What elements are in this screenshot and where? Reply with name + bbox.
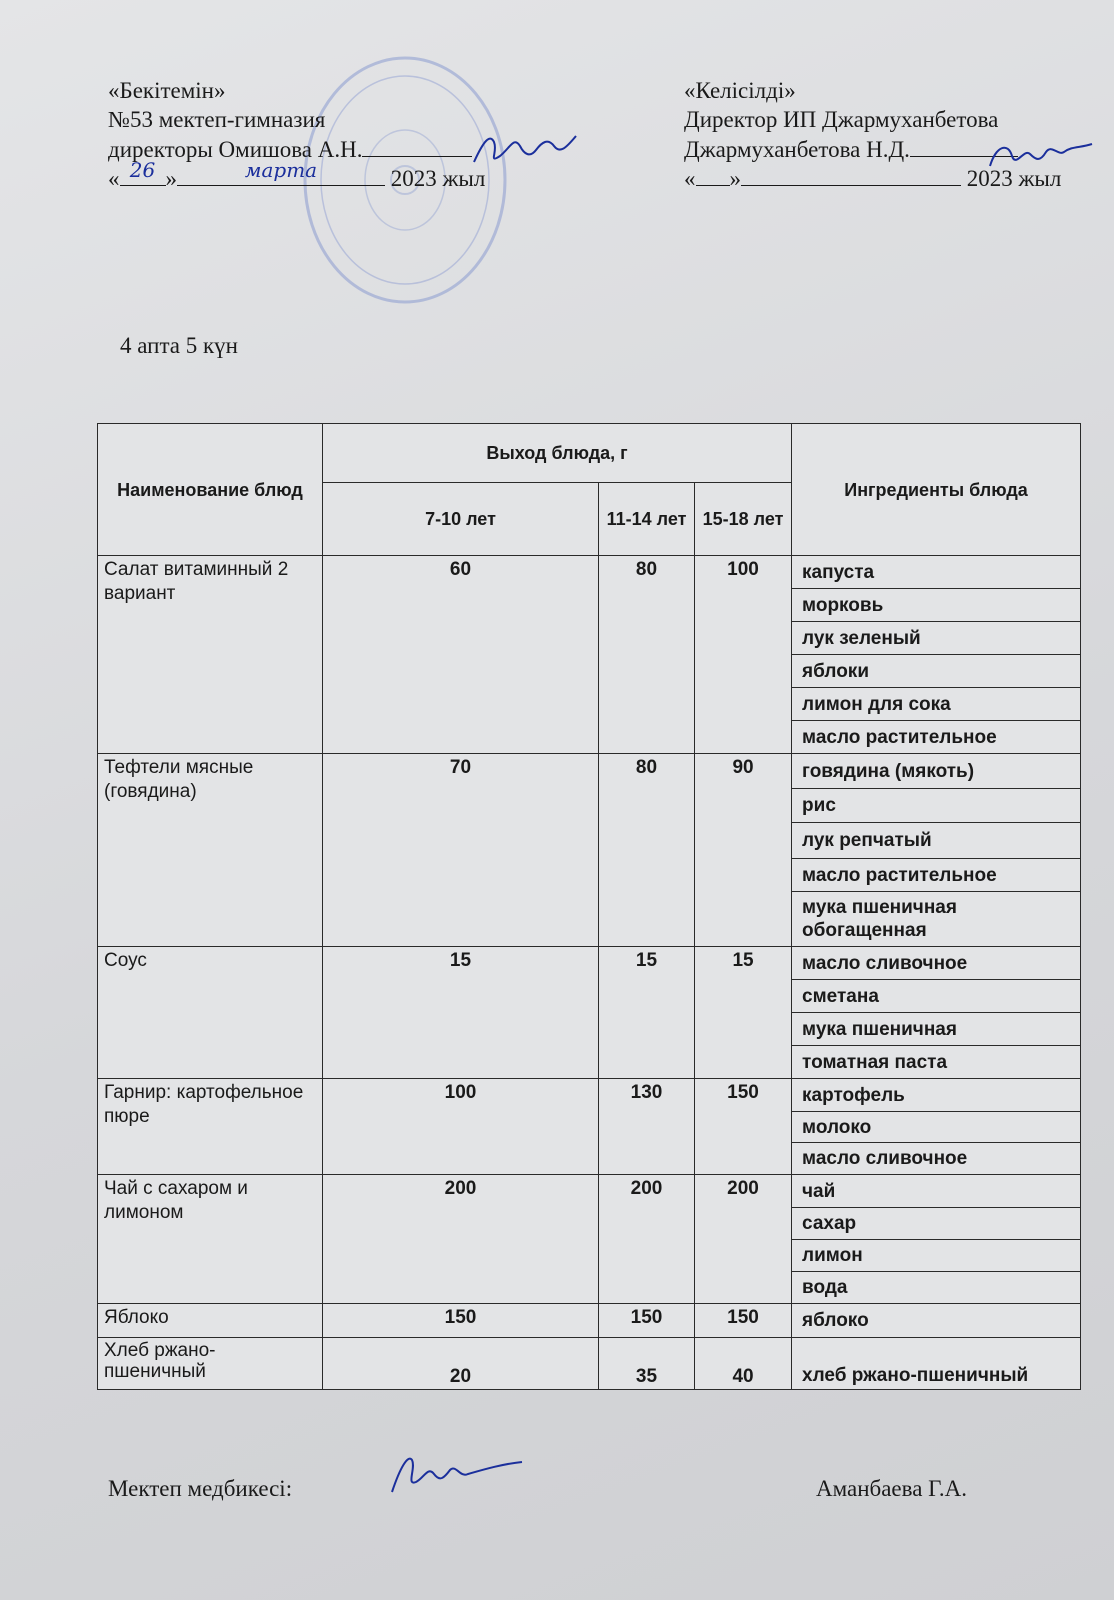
- ingredient: сметана: [792, 980, 1081, 1013]
- value-7-10: 70: [323, 754, 599, 947]
- table-row: [98, 754, 1081, 789]
- ingredient: лимон: [792, 1240, 1081, 1272]
- approval-block-right: [684, 76, 1061, 192]
- value-7-10: 15: [323, 947, 599, 1079]
- approval-block-left: [108, 76, 485, 192]
- value-7-10: 20: [323, 1338, 599, 1390]
- value-15-18: 200: [695, 1175, 792, 1304]
- ingredient: хлеб ржано-пшеничный: [792, 1338, 1081, 1390]
- header-age-7-10: 7-10 лет: [323, 483, 599, 556]
- value-11-14: 80: [599, 556, 695, 754]
- dish-name: Яблоко: [98, 1304, 323, 1338]
- menu-table: [97, 423, 1081, 1390]
- ingredient: лук зеленый: [792, 622, 1081, 655]
- ingredient: лук репчатый: [792, 823, 1081, 859]
- header-age-15-18: 15-18 лет: [695, 483, 792, 556]
- table-row: [98, 1338, 1081, 1390]
- header-age-11-14: 11-14 лет: [599, 483, 695, 556]
- ingredient: вода: [792, 1272, 1081, 1304]
- agreed-title: «Келісілді»: [684, 78, 796, 103]
- value-7-10: 60: [323, 556, 599, 754]
- ingredient: яблоки: [792, 655, 1081, 688]
- approval-date: [108, 158, 486, 192]
- director-signature: [470, 128, 580, 170]
- agreed-signature: [986, 138, 1096, 174]
- value-11-14: 130: [599, 1079, 695, 1175]
- table-row: [98, 556, 1081, 589]
- date-quote-open: «: [108, 166, 120, 191]
- dish-name: Тефтели мясные (говядина): [98, 754, 323, 947]
- header-ingredients: Ингредиенты блюда: [792, 424, 1081, 556]
- value-15-18: 150: [695, 1304, 792, 1338]
- ingredient: говядина (мякоть): [792, 754, 1081, 789]
- ingredient: молоко: [792, 1112, 1081, 1143]
- ingredient: мука пшеничная обогащенная: [792, 892, 1081, 947]
- ingredient: томатная паста: [792, 1046, 1081, 1079]
- value-7-10: 150: [323, 1304, 599, 1338]
- nurse-label: Мектеп медбикесі:: [108, 1476, 293, 1501]
- value-15-18: 90: [695, 754, 792, 947]
- value-11-14: 35: [599, 1338, 695, 1390]
- dish-name: Соус: [98, 947, 323, 1079]
- value-7-10: 200: [323, 1175, 599, 1304]
- table-row: [98, 1304, 1081, 1338]
- signature-line: [362, 134, 472, 157]
- school-name: №53 мектеп-гимназия: [108, 107, 326, 132]
- ingredient: масло сливочное: [792, 947, 1081, 980]
- nurse-name: Аманбаева Г.А.: [816, 1476, 967, 1501]
- value-15-18: 150: [695, 1079, 792, 1175]
- agreed-org: Директор ИП Джармуханбетова: [684, 107, 999, 132]
- agreed-date-quote-close: »: [729, 166, 741, 191]
- ingredient: масло растительное: [792, 721, 1081, 754]
- ingredient: чай: [792, 1175, 1081, 1208]
- value-11-14: 15: [599, 947, 695, 1079]
- table-row: [98, 1175, 1081, 1208]
- dish-name: Салат витаминный 2 вариант: [98, 556, 323, 754]
- header-dish-name: Наименование блюд: [98, 424, 323, 556]
- ingredient: капуста: [792, 556, 1081, 589]
- table-header-row: [98, 424, 1081, 483]
- agreed-day-field: [696, 163, 730, 186]
- dish-name: Гарнир: картофельное пюре: [98, 1079, 323, 1175]
- value-11-14: 150: [599, 1304, 695, 1338]
- value-11-14: 200: [599, 1175, 695, 1304]
- value-15-18: 15: [695, 947, 792, 1079]
- table-row: [98, 1079, 1081, 1112]
- agreed-month-field: [741, 163, 961, 186]
- date-day: 26: [129, 158, 156, 182]
- ingredient: картофель: [792, 1079, 1081, 1112]
- ingredient: лимон для сока: [792, 688, 1081, 721]
- nurse-signature: [386, 1448, 526, 1498]
- ingredient: рис: [792, 789, 1081, 823]
- date-year: 2023 жыл: [390, 166, 486, 191]
- ingredient: яблоко: [792, 1304, 1081, 1338]
- value-11-14: 80: [599, 754, 695, 947]
- dish-name: Чай с сахаром и лимоном: [98, 1175, 323, 1304]
- dish-name: Хлеб ржано-пшеничный: [98, 1338, 323, 1390]
- agreed-date-quote-open: «: [684, 166, 696, 191]
- week-day-label: 4 апта 5 күн: [120, 333, 238, 358]
- header-output: Выход блюда, г: [323, 424, 792, 483]
- ingredient: масло сливочное: [792, 1143, 1081, 1175]
- director-name: директоры Омишова А.Н.: [108, 137, 363, 162]
- agreed-date-year: 2023 жыл: [966, 166, 1062, 191]
- date-quote-close: »: [165, 166, 177, 191]
- table-row: [98, 947, 1081, 980]
- ingredient: мука пшеничная: [792, 1013, 1081, 1046]
- ingredient: сахар: [792, 1208, 1081, 1240]
- date-month: марта: [244, 158, 318, 182]
- date-month-field: [177, 158, 385, 186]
- ingredient: масло растительное: [792, 859, 1081, 892]
- value-15-18: 100: [695, 556, 792, 754]
- value-15-18: 40: [695, 1338, 792, 1390]
- date-day-field: [120, 158, 166, 186]
- ingredient: морковь: [792, 589, 1081, 622]
- approval-title: «Бекітемін»: [108, 78, 226, 103]
- value-7-10: 100: [323, 1079, 599, 1175]
- agreed-person: Джармуханбетова Н.Д.: [684, 137, 910, 162]
